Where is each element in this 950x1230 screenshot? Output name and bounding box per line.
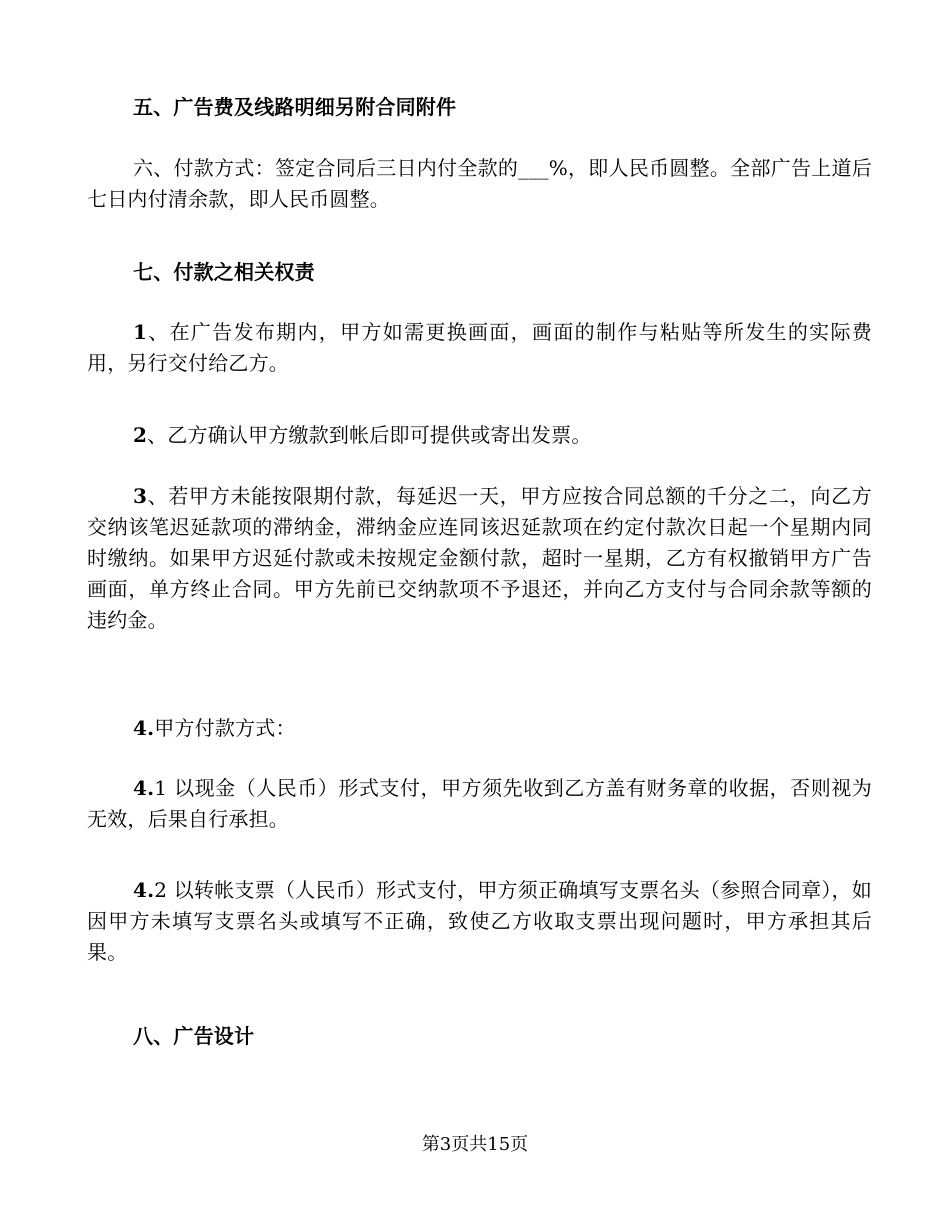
clause-7-4-1 (87, 773, 872, 835)
clause-7-4-1-text: 1 以现金（人民币）形式支付，甲方须先收到乙方盖有财务章的收据，否则视为无效，后果自行承担。 (87, 776, 872, 831)
clause-7-4-number: 4. (133, 716, 155, 740)
clause-7-4-2-text: 2 以转帐支票（人民币）形式支付，甲方须正确填写支票名头（参照合同章），如因甲方未填写支票名头或填写不正确，致使乙方收取支票出现问题时，甲方承担其后果。 (87, 878, 872, 964)
clause-7-1-text: 、在广告发布期内，甲方如需更换画面，画面的制作与粘贴等所发生的实际费用，另行交付给乙方。 (87, 320, 872, 375)
section-8-heading: 八、广告设计 (133, 1024, 255, 1048)
clause-7-2-number: 2 (133, 423, 148, 447)
clause-7-4 (87, 713, 872, 744)
clause-7-3-text: 、若甲方未能按限期付款，每延迟一天，甲方应按合同总额的千分之二，向乙方交纳该笔迟延款项的滞纳金，滞纳金应连同该迟延款项在约定付款次日起一个星期内同时缴纳。如果甲方迟延付款或未按规定金额付款，超时一星期，乙方有权撤销甲方广告画面，单方终止合同。甲方先前已交纳款项不予退还，并向乙方支付与合同余款等额的违约金。 (87, 484, 872, 632)
clause-7-3-number: 3 (133, 484, 148, 508)
section-5-heading: 五、广告费及线路明细另附合同附件 (133, 95, 457, 119)
clause-7-4-1-number: 4. (133, 776, 155, 800)
clause-7-2-text: 、乙方确认甲方缴款到帐后即可提供或寄出发票。 (147, 423, 592, 447)
clause-7-4-text: 甲方付款方式： (154, 716, 296, 740)
clause-7-1-number: 1 (133, 320, 148, 344)
section-6-payment-method: 六、付款方式：签定合同后三日内付全款的___%，即人民币圆整。全部广告上道后七日内付清余款，即人民币圆整。 (87, 156, 872, 211)
clause-7-1 (87, 317, 872, 379)
clause-7-4-2 (87, 875, 872, 968)
page-number: 第3页共15页 (421, 1134, 529, 1155)
clause-7-3 (87, 481, 872, 636)
section-7-heading: 七、付款之相关权责 (133, 260, 315, 284)
clause-7-2 (87, 420, 872, 451)
clause-7-4-2-number: 4. (133, 878, 155, 902)
